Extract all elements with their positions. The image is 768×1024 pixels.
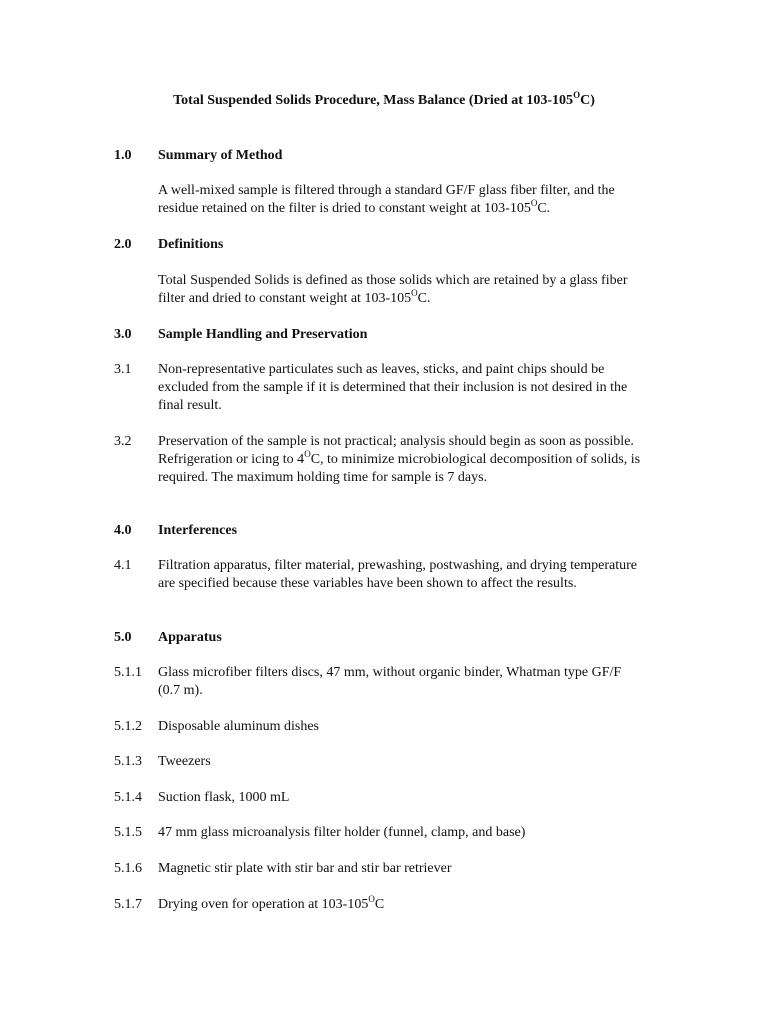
- item-text: Magnetic stir plate with stir bar and stir bar retriever: [158, 861, 452, 876]
- item-number: 3.1: [114, 362, 132, 377]
- item-text: Tweezers: [158, 754, 211, 769]
- item-number: 5.1.7: [114, 897, 142, 912]
- item-text: 47 mm glass microanalysis filter holder (funnel, clamp, and base): [158, 825, 526, 840]
- item-text: Glass microfiber filters discs, 47 mm, without organic binder, Whatman type GF/F (0.7 m).: [158, 665, 622, 698]
- document-title: [0, 92, 768, 110]
- item-number: 3.2: [114, 434, 132, 449]
- item-text: Non-representative particulates such as leaves, sticks, and paint chips should be excluded from the sample if it is determined that their inclusion is not desired in the final result.: [158, 362, 628, 413]
- section-title: Apparatus: [158, 630, 222, 645]
- item-number: 5.1.3: [114, 754, 142, 769]
- section-title: Sample Handling and Preservation: [158, 327, 368, 342]
- section-number: 4.0: [114, 523, 132, 538]
- item-number: 5.1.6: [114, 861, 142, 876]
- item-text: Drying oven for operation at $103-105^OC$: [158, 894, 385, 912]
- section-title: Interferences: [158, 523, 238, 538]
- section-number: 3.0: [114, 327, 132, 342]
- item-text: Disposable aluminum dishes: [158, 719, 319, 734]
- title-text: Total Suspended Solids Procedure, Mass Balance (Dried at 103-105: [173, 93, 574, 108]
- section-title: Summary of Method: [158, 148, 283, 163]
- item-text: Filtration apparatus, filter material, prewashing, postwashing, and drying temperature are specified because these variables have been shown to affect the results.: [158, 558, 637, 591]
- title-superscript: O: [573, 90, 581, 100]
- paragraph-text: Total Suspended Solids is defined as those solids which are retained by a glass fiber filter and dried to constant weight at $103-105^OC$.: [158, 273, 628, 306]
- item-number: 5.1.1: [114, 665, 142, 680]
- section-number: 1.0: [114, 148, 132, 163]
- paragraph-text: A well-mixed sample is filtered through a standard GF/F glass fiber filter, and the residue retained on the filter is dried to constant weight at $103-105^OC$.: [158, 183, 615, 216]
- item-number: 5.1.5: [114, 825, 142, 840]
- item-text: Suction flask, 1000 mL: [158, 790, 290, 805]
- section-number: 5.0: [114, 630, 132, 645]
- item-number: 5.1.4: [114, 790, 142, 805]
- section-title: Definitions: [158, 237, 224, 252]
- section-number: 2.0: [114, 237, 132, 252]
- item-number: 4.1: [114, 558, 132, 573]
- item-text: Preservation of the sample is not practical; analysis should begin as soon as possible. Refrigeration or icing to $4^OC$, to minimize microbiological decomposition of solids, is required. The maximum holding time for sample is 7 days.: [158, 434, 641, 485]
- title-text-end: C): [580, 93, 595, 108]
- item-number: 5.1.2: [114, 719, 142, 734]
